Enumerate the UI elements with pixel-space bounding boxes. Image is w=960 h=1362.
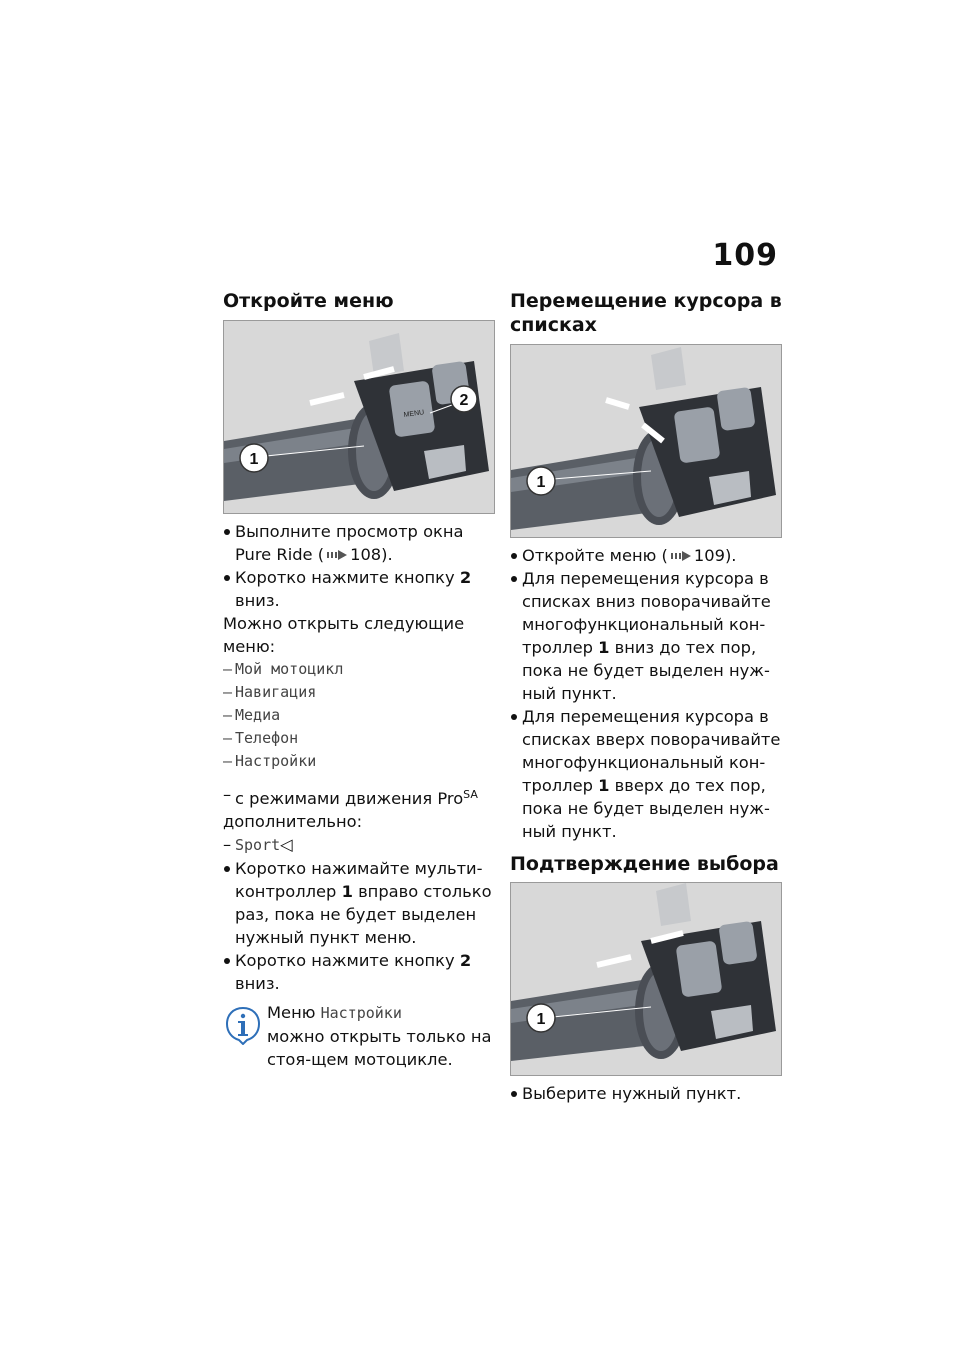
callout-2: 2	[459, 391, 469, 409]
handlebar-illustration	[224, 321, 494, 513]
callout-1: 1	[249, 450, 259, 468]
ref-page-108[interactable]: 108	[350, 544, 382, 564]
handlebar-illustration-rotate	[511, 345, 781, 537]
sa-superscript: SA	[463, 787, 478, 801]
ref-page-109[interactable]: 109	[693, 545, 725, 565]
section-heading-confirm-selection: Подтверждение выбора	[510, 852, 779, 875]
page-reference-arrow-icon	[670, 550, 692, 562]
section-heading-open-menu: Откройте меню	[223, 290, 394, 312]
settings-note: Меню Настройки можно открыть только на стоя-щем мотоцикле.	[223, 1001, 495, 1071]
page-reference-arrow-icon	[326, 549, 348, 561]
callout-1: 1	[536, 1011, 546, 1029]
bullet-press-button-2: Коротко нажмите кнопку 2 вниз.	[223, 566, 495, 612]
bullet-push-controller-right: Коротко нажимайте мульти-контроллер 1 вправо столько раз, пока не будет выделен нужный пункт меню.	[223, 857, 495, 949]
page-number: 109	[712, 238, 778, 273]
menu-button-label: MENU	[403, 408, 425, 419]
menu-item-sport: – Sport◁	[223, 833, 495, 857]
bullet-cursor-up: Для перемещения курсора в списках вверх поворачивайте многофункциональный кон-троллер 1 вверх до тех пор, пока не будет выделен нуж-ный пункт.	[510, 705, 782, 843]
menu-item-settings: – Настройки	[223, 750, 495, 773]
menu-item-my-motorcycle: – Мой мотоцикл	[223, 658, 495, 681]
handlebar-controls-figure-1	[223, 320, 495, 514]
pro-riding-modes-line: – с режимами движения Pro$^{SA}$	[223, 783, 495, 810]
triangle-mark-icon: ◁	[280, 834, 293, 854]
bullet-open-menu: Откройте меню ( 109).	[510, 544, 782, 567]
bullet-view-pure-ride: Выполните просмотр окна Pure Ride ( 108).	[223, 520, 495, 566]
bullet-press-button-2-again: Коротко нажмите кнопку 2 вниз.	[223, 949, 495, 995]
menu-item-navigation: – Навигация	[223, 681, 495, 704]
menu-item-phone: – Телефон	[223, 727, 495, 750]
info-icon	[223, 1005, 263, 1045]
left-column	[223, 290, 495, 1071]
handlebar-illustration-confirm	[511, 883, 781, 1075]
callout-1: 1	[536, 473, 546, 491]
menu-item-media: – Медиа	[223, 704, 495, 727]
right-column	[510, 290, 782, 1105]
pro-riding-modes-tail: дополнительно:	[223, 811, 363, 831]
bullet-cursor-down: Для перемещения курсора в списках вниз поворачивайте многофункциональный кон-троллер 1 вниз до тех пор, пока не будет выделен нуж-ный пункт.	[510, 567, 782, 705]
menus-intro: Можно открыть следующие меню:	[223, 613, 465, 656]
bullet-select-item: Выберите нужный пункт.	[510, 1082, 782, 1105]
handlebar-controls-figure-2	[510, 344, 782, 538]
handlebar-controls-figure-3	[510, 882, 782, 1076]
section-heading-cursor-lists: Перемещение курсора в списках	[510, 290, 782, 336]
